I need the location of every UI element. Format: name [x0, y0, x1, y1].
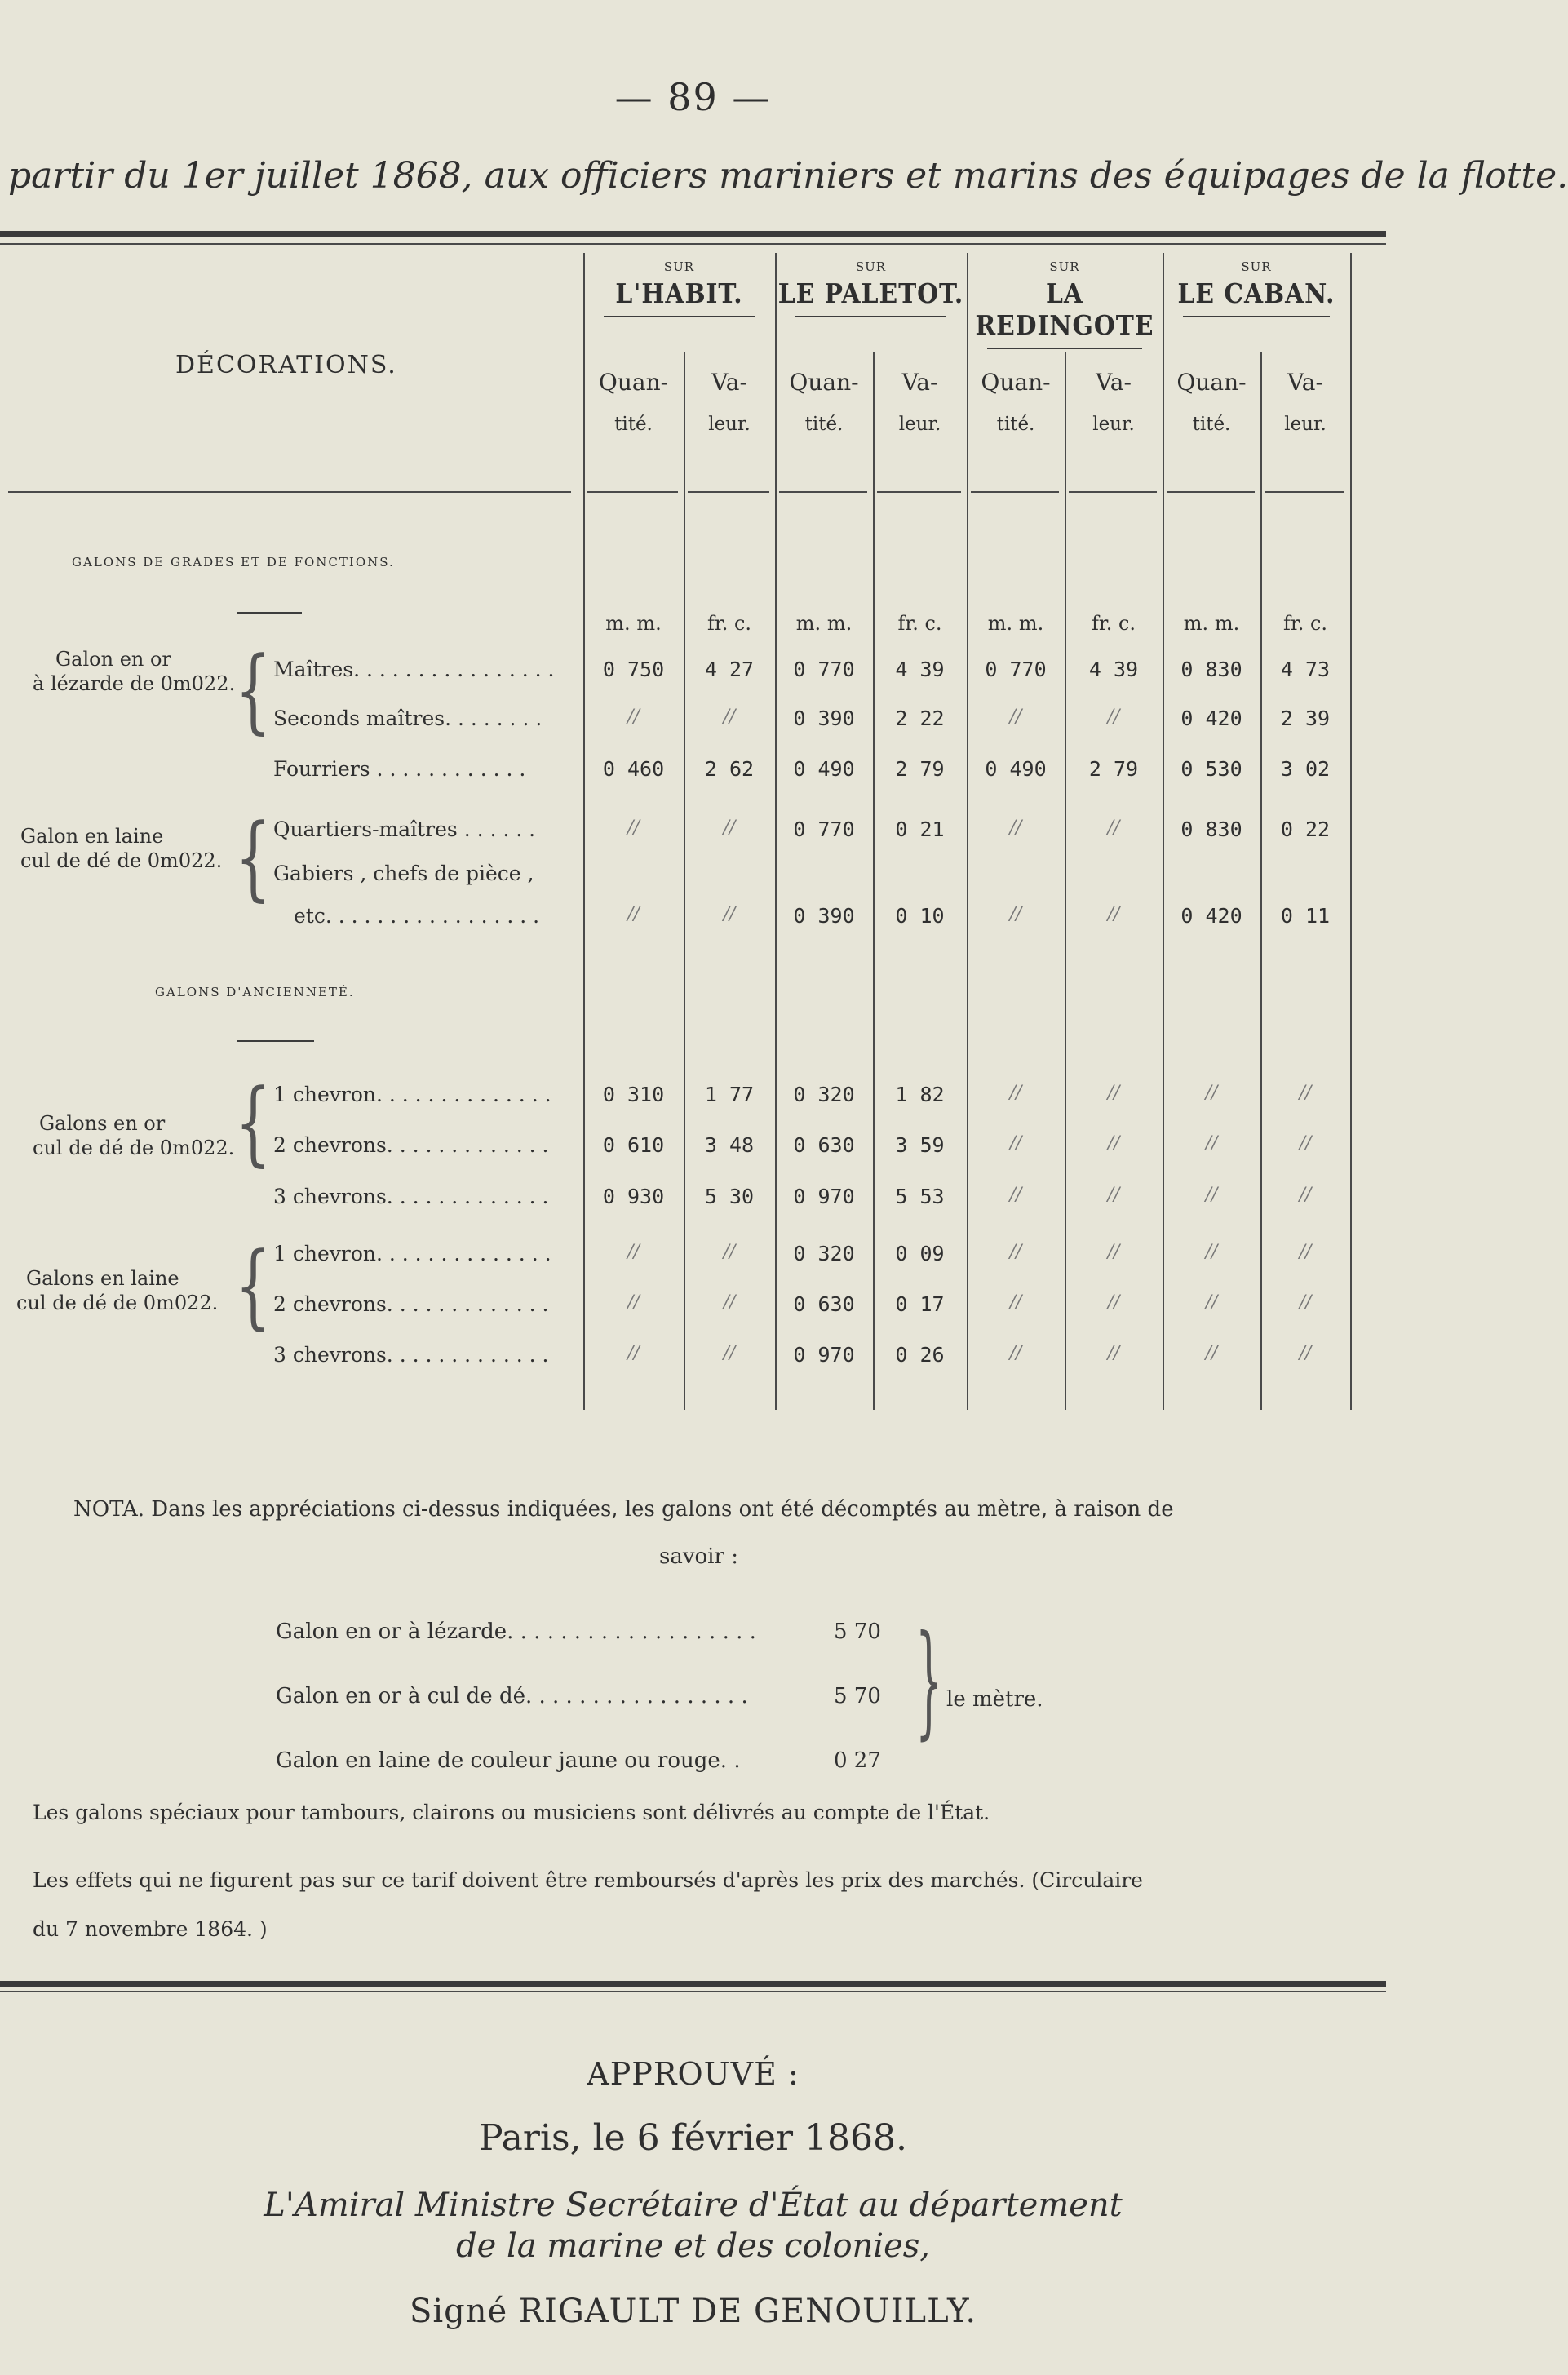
table-cell: 0 490 [793, 757, 855, 781]
subheader-line2: leur. [898, 414, 941, 435]
approval-label: APPROUVÉ : [587, 2056, 800, 2092]
garment-header-0 [583, 259, 775, 317]
garment-name: L'HABIT. [615, 277, 743, 309]
subheader-line1: Va- [1287, 369, 1323, 396]
garment-header-2 [967, 259, 1163, 349]
table-cell: // [723, 904, 736, 924]
table-cell: 0 530 [1180, 757, 1242, 781]
table-cell: // [627, 1343, 640, 1363]
table-cell: 4 39 [1088, 658, 1139, 681]
column-divider [1350, 253, 1352, 1410]
brace-close-icon: } [915, 1610, 943, 1752]
garment-brace-line [1183, 316, 1330, 317]
table-cell: 2 22 [895, 707, 945, 730]
brace-icon: { [235, 1069, 272, 1176]
decorations-header: DÉCORATIONS. [175, 351, 397, 379]
table-cell: // [627, 707, 640, 727]
row-label: 1 chevron. . . . . . . . . . . . . . [273, 1242, 551, 1265]
table-cell: // [1009, 1343, 1022, 1363]
table-cell: 0 320 [793, 1242, 855, 1265]
unit-francs: fr. c. [706, 612, 752, 635]
table-cell: 0 420 [1180, 707, 1242, 730]
approval-signature: Signé RIGAULT DE GENOUILLY. [409, 2293, 977, 2330]
column-divider [1163, 253, 1164, 1410]
table-cell: // [1107, 1185, 1120, 1205]
table-cell: // [1205, 1242, 1218, 1262]
column-divider [967, 253, 968, 1410]
table-cell: // [1299, 1343, 1312, 1363]
column-divider [1260, 352, 1262, 1410]
column-divider [684, 352, 685, 1410]
table-cell: 0 970 [793, 1185, 855, 1208]
table-cell: 4 27 [704, 658, 755, 681]
table-cell: 2 79 [895, 757, 945, 781]
subheader-quantite [967, 369, 1065, 435]
table-cell: 0 970 [793, 1343, 855, 1367]
note-item-label: Galon en laine de couleur jaune ou rouge. . [276, 1748, 741, 1773]
table-cell: // [1107, 818, 1120, 838]
table-cell: // [1107, 1242, 1120, 1262]
table-cell: // [1205, 1343, 1218, 1363]
row-label: etc. . . . . . . . . . . . . . . . . [294, 904, 540, 928]
header-rule [1265, 491, 1344, 493]
row-label: Seconds maîtres. . . . . . . . [273, 707, 543, 730]
page-header: partir du 1er juillet 1868, aux officiers mariniers et marins des équipages de la flotte. [8, 155, 1568, 197]
subheader-line2: tité. [804, 414, 844, 435]
table-cell: 0 11 [1280, 904, 1331, 928]
bottom-rule [0, 1981, 1386, 1987]
garment-header-1 [775, 259, 967, 317]
note-paragraph-1: Les galons spéciaux pour tambours, clairons ou musiciens sont délivrés au compte de l'État. [33, 1801, 990, 1824]
header-rule [688, 491, 769, 493]
table-cell: // [1009, 707, 1022, 727]
table-cell: // [1205, 1083, 1218, 1103]
unit-metres: m. m. [1183, 612, 1240, 635]
table-cell: 2 62 [704, 757, 755, 781]
table-cell: 0 22 [1280, 818, 1331, 841]
subheader-line2: tité. [614, 414, 653, 435]
unit-francs: fr. c. [897, 612, 942, 635]
group-label-galons-or: Galons en or cul de dé de 0m022. [33, 1112, 235, 1159]
row-label: Fourriers . . . . . . . . . . . . [273, 757, 526, 781]
table-cell: 5 30 [704, 1185, 755, 1208]
unit-metres: m. m. [795, 612, 853, 635]
table-cell: // [1299, 1133, 1312, 1154]
table-cell: 0 610 [602, 1133, 665, 1157]
table-cell: 0 21 [895, 818, 945, 841]
unit-francs: fr. c. [1282, 612, 1328, 635]
table-cell: 0 490 [985, 757, 1047, 781]
table-cell: // [1009, 904, 1022, 924]
table-cell: // [1299, 1292, 1312, 1313]
subheader-line1: Quan- [598, 369, 669, 396]
row-label: Maîtres. . . . . . . . . . . . . . . . [273, 658, 555, 681]
table-cell: 3 48 [704, 1133, 755, 1157]
garment-sur: SUR [1241, 259, 1272, 274]
section-title-grades: GALONS DE GRADES ET DE FONCTIONS. [72, 555, 395, 569]
header-rule [1069, 491, 1157, 493]
table-cell: 0 770 [793, 818, 855, 841]
table-cell: // [1009, 1185, 1022, 1205]
table-cell: // [1299, 1083, 1312, 1103]
column-divider [583, 253, 585, 1410]
note-item-label: Galon en or à lézarde. . . . . . . . . . . . . . . . . . . [276, 1620, 756, 1644]
table-cell: // [1205, 1185, 1218, 1205]
table-cell: // [723, 818, 736, 838]
subheader-line2: tité. [996, 414, 1035, 435]
table-cell: // [1107, 1133, 1120, 1154]
approval-title-line2: de la marine et des colonies, [456, 2227, 930, 2265]
table-cell: // [1107, 707, 1120, 727]
table-cell: // [1107, 1083, 1120, 1103]
subheader-line1: Quan- [789, 369, 859, 396]
top-rule [0, 231, 1386, 237]
section-rule [237, 1040, 314, 1042]
table-cell: 2 79 [1088, 757, 1139, 781]
table-cell: 0 750 [602, 658, 665, 681]
garment-sur: SUR [855, 259, 887, 274]
table-cell: // [1009, 1133, 1022, 1154]
table-cell: 0 420 [1180, 904, 1242, 928]
table-cell: // [723, 707, 736, 727]
table-cell: // [1299, 1185, 1312, 1205]
table-cell: 0 930 [602, 1185, 665, 1208]
row-label: 2 chevrons. . . . . . . . . . . . . [273, 1133, 549, 1157]
unit-francs: fr. c. [1091, 612, 1136, 635]
header-rule [877, 491, 961, 493]
garment-brace-line [987, 348, 1142, 349]
note-item-value: 0 27 [834, 1748, 881, 1773]
row-label: 2 chevrons. . . . . . . . . . . . . [273, 1292, 549, 1316]
table-cell: 0 10 [895, 904, 945, 928]
header-rule [779, 491, 867, 493]
table-cell: // [723, 1292, 736, 1313]
row-label: Quartiers-maîtres . . . . . . [273, 818, 536, 841]
group-label-galons-laine: Galons en laine cul de dé de 0m022. [16, 1267, 219, 1314]
brace-icon: { [235, 636, 272, 744]
header-rule [8, 491, 571, 493]
subheader-quantite [775, 369, 873, 435]
row-label: 3 chevrons. . . . . . . . . . . . . [273, 1185, 549, 1208]
subheader-valeur [684, 369, 775, 435]
table-cell: 0 630 [793, 1292, 855, 1316]
table-cell: 1 77 [704, 1083, 755, 1106]
table-cell: 0 770 [985, 658, 1047, 681]
garment-sur: SUR [1049, 259, 1080, 274]
garment-header-3 [1163, 259, 1350, 317]
table-cell: // [1205, 1133, 1218, 1154]
table-cell: 0 390 [793, 904, 855, 928]
page-number: — 89 — [614, 75, 772, 119]
group-label-galon-laine: Galon en laine cul de dé de 0m022. [20, 825, 223, 872]
subheader-line2: leur. [1284, 414, 1327, 435]
subheader-line1: Quan- [1176, 369, 1247, 396]
table-cell: // [1107, 904, 1120, 924]
table-cell: // [1107, 1292, 1120, 1313]
subheader-valeur [1065, 369, 1163, 435]
note-paragraph-2b: du 7 novembre 1864. ) [33, 1917, 268, 1941]
row-label: 3 chevrons. . . . . . . . . . . . . [273, 1343, 549, 1367]
garment-name: LE PALETOT. [777, 277, 964, 309]
table-cell: 2 39 [1280, 707, 1331, 730]
table-cell: 4 73 [1280, 658, 1331, 681]
note-savoir: savoir : [659, 1544, 738, 1569]
subheader-valeur [1260, 369, 1350, 435]
subheader-valeur [873, 369, 967, 435]
table-cell: 0 460 [602, 757, 665, 781]
note-item-value: 5 70 [834, 1620, 881, 1644]
group-label-galon-or-lezarde: Galon en or à lézarde de 0m022. [33, 648, 236, 695]
garment-brace-line [795, 316, 946, 317]
table-cell: 5 53 [895, 1185, 945, 1208]
header-rule [587, 491, 678, 493]
garment-sur: SUR [663, 259, 695, 274]
table-cell: 0 320 [793, 1083, 855, 1106]
approval-place-date: Paris, le 6 février 1868. [479, 2117, 907, 2159]
subheader-line2: tité. [1192, 414, 1231, 435]
note-item-label: Galon en or à cul de dé. . . . . . . . . . . . . . . . . [276, 1684, 748, 1708]
note-unit: le mètre. [946, 1687, 1043, 1712]
column-divider [873, 352, 875, 1410]
row-label: 1 chevron. . . . . . . . . . . . . . [273, 1083, 551, 1106]
approval-title-line1: L'Amiral Ministre Secrétaire d'État au département [264, 2187, 1123, 2224]
note-item-value: 5 70 [834, 1684, 881, 1708]
garment-brace-line [604, 316, 755, 317]
brace-icon: { [235, 1232, 272, 1340]
table-cell: 0 770 [793, 658, 855, 681]
garment-name: LA REDINGOTE [975, 277, 1154, 341]
table-cell: 3 59 [895, 1133, 945, 1157]
section-rule [237, 612, 302, 614]
table-cell: // [723, 1343, 736, 1363]
table-cell: // [627, 1242, 640, 1262]
note-intro: NOTA. Dans les appréciations ci-dessus indiquées, les galons ont été décomptés au mètre, à raison de [73, 1497, 1174, 1522]
row-label-line1: Gabiers , chefs de pièce , [273, 862, 534, 885]
table-cell: 0 26 [895, 1343, 945, 1367]
table-cell: // [1009, 1292, 1022, 1313]
table-cell: // [1107, 1343, 1120, 1363]
top-rule-thin [0, 243, 1386, 245]
brace-icon: { [235, 804, 272, 911]
table-cell: 0 17 [895, 1292, 945, 1316]
column-divider [775, 253, 777, 1410]
table-cell: // [1299, 1242, 1312, 1262]
table-cell: 0 830 [1180, 658, 1242, 681]
table-cell: 0 09 [895, 1242, 945, 1265]
subheader-line1: Va- [901, 369, 938, 396]
garment-name: LE CABAN. [1177, 277, 1335, 309]
header-rule [1167, 491, 1255, 493]
column-divider [1065, 352, 1066, 1410]
table-cell: 0 630 [793, 1133, 855, 1157]
table-cell: // [723, 1242, 736, 1262]
table-cell: 3 02 [1280, 757, 1331, 781]
table-cell: 1 82 [895, 1083, 945, 1106]
unit-metres: m. m. [605, 612, 662, 635]
table-cell: 4 39 [895, 658, 945, 681]
note-paragraph-2a: Les effets qui ne figurent pas sur ce tarif doivent être remboursés d'après les prix des marchés. (Circulaire [33, 1868, 1143, 1892]
table-cell: // [627, 818, 640, 838]
subheader-quantite [583, 369, 684, 435]
subheader-line1: Va- [711, 369, 747, 396]
bottom-rule-thin [0, 1991, 1386, 1992]
table-cell: 0 310 [602, 1083, 665, 1106]
header-rule [971, 491, 1059, 493]
table-cell: 0 390 [793, 707, 855, 730]
table-cell: // [1009, 1242, 1022, 1262]
section-title-anciennete: GALONS D'ANCIENNETÉ. [155, 985, 355, 999]
subheader-line1: Quan- [981, 369, 1051, 396]
subheader-line1: Va- [1096, 369, 1132, 396]
table-cell: // [1009, 818, 1022, 838]
subheader-line2: leur. [708, 414, 751, 435]
table-cell: // [1205, 1292, 1218, 1313]
table-cell: 0 830 [1180, 818, 1242, 841]
table-cell: // [1009, 1083, 1022, 1103]
table-cell: // [627, 1292, 640, 1313]
unit-metres: m. m. [987, 612, 1044, 635]
subheader-quantite [1163, 369, 1260, 435]
subheader-line2: leur. [1092, 414, 1135, 435]
table-cell: // [627, 904, 640, 924]
